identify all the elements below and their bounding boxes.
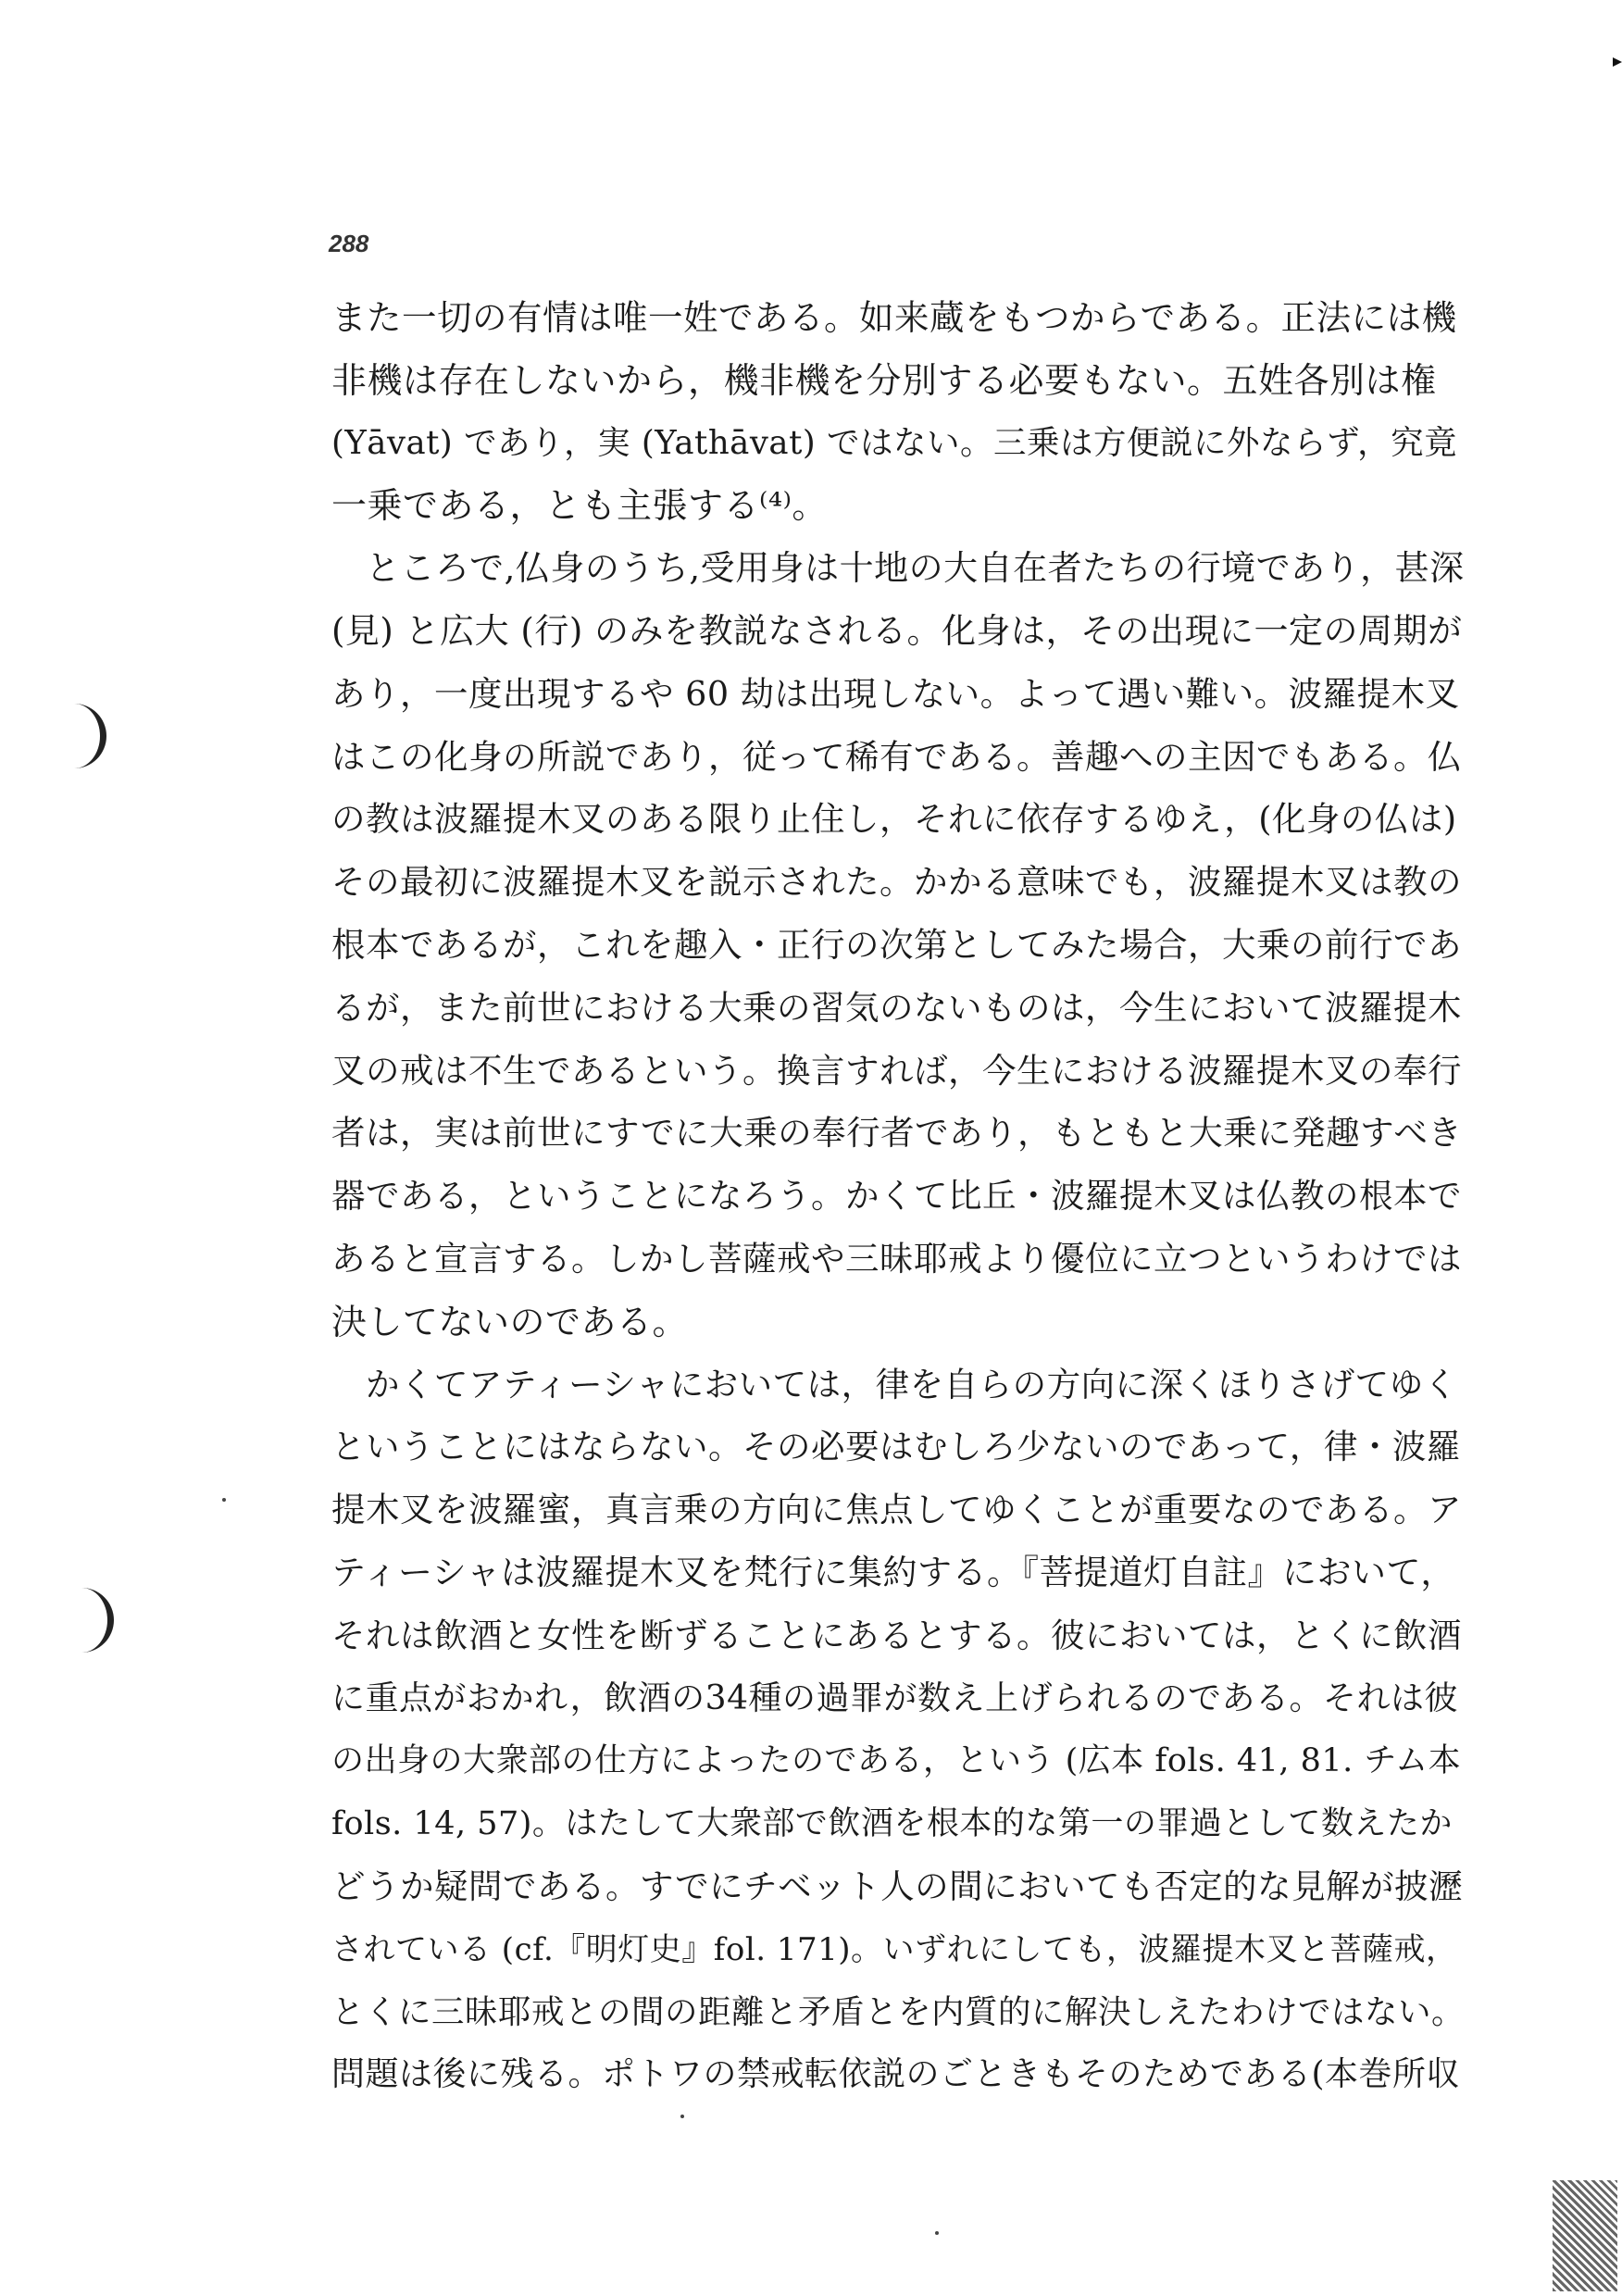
text-line: 一乗である，とも主張する⁽⁴⁾。 xyxy=(331,485,828,527)
text-line: とくに三昧耶戒との間の距離と矛盾とを内質的に解決しえたわけではない。 xyxy=(331,1992,1466,2031)
text-line: ティーシャは波羅提木叉を梵行に集約する。『菩提道灯自註』において， xyxy=(331,1553,1455,1592)
text-line: その最初に波羅提木叉を説示された。かかる意味でも，波羅提木叉は教の xyxy=(331,862,1462,903)
corner-mark xyxy=(1613,57,1622,67)
text-line: 非機は存在しないから，機非機を分別する必要もない。五姓各別は権 xyxy=(331,359,1437,401)
text-line: 問題は後に残る。ポトワの禁戒転依説のごときもそのためである(本巻所収 xyxy=(331,2055,1461,2094)
text-line: fols. 14, 57)。はたして大衆部で飲酒を根本的な第一の罪過として数えたか xyxy=(331,1805,1453,1843)
text-line: どうか疑問である。すでにチベット人の間においても否定的な見解が披瀝 xyxy=(331,1866,1464,1906)
text-line: ところで,仏身のうち,受用身は十地の大自在者たちの行境であり，甚深 xyxy=(366,548,1465,589)
text-line: の教は波羅提木叉のある限り止住し，それに依存するゆえ，(化身の仏は) xyxy=(331,799,1457,840)
speck xyxy=(680,2115,684,2118)
text-line: 決してないのである。 xyxy=(331,1301,689,1342)
binding-mark xyxy=(72,704,106,768)
binding-mark xyxy=(80,1588,114,1653)
speck xyxy=(222,1498,226,1502)
text-line: ということにはならない。その必要はむしろ少ないのであって，律・波羅 xyxy=(331,1427,1461,1467)
text-line: 根本であるが，これを趣入・正行の次第としてみた場合，大乗の前行であ xyxy=(331,925,1462,965)
text-line: に重点がおかれ，飲酒の34種の過罪が数え上げられるのである。それは彼 xyxy=(331,1678,1458,1717)
text-line: 提木叉を波羅蜜，真言乗の方向に焦点してゆくことが重要なのである。ア xyxy=(331,1490,1462,1530)
text-line: また一切の有情は唯一姓である。如来蔵をもつからである。正法には機 xyxy=(331,297,1457,338)
text-line: はこの化身の所説であり，従って稀有である。善趣への主因でもある。仏 xyxy=(331,736,1462,777)
text-line: の出身の大衆部の仕方によったのである，という (広本 fols. 41, 81. チム本 xyxy=(331,1742,1462,1780)
text-line: 者は，実は前世にすでに大乗の奉行者であり，もともと大乗に発趣すべき xyxy=(331,1113,1463,1154)
text-line: (Yāvat) であり，実 (Yathāvat) ではない。三乗は方便説に外ならず，究竟 xyxy=(331,423,1458,462)
text-line: 器である，ということになろう。かくて比丘・波羅提木叉は仏教の根本で xyxy=(331,1176,1462,1217)
text-line: 叉の戒は不生であるという。換言すれば，今生における波羅提木叉の奉行 xyxy=(331,1050,1462,1091)
text-line: (見) と広大 (行) のみを教説なされる。化身は，その出現に一定の周期が xyxy=(331,611,1463,651)
text-line: それは飲酒と女性を断ずることにあるとする。彼においては，とくに飲酒 xyxy=(331,1615,1462,1655)
text-line: あり，一度出現するや 60 劫は出現しない。よって遇い難い。波羅提木叉 xyxy=(331,673,1460,714)
text-line: されている (cf.『明灯史』fol. 171)。いずれにしても，波羅提木叉と菩薩戒， xyxy=(331,1930,1458,1968)
page-number: 288 xyxy=(329,230,369,257)
speck xyxy=(935,2231,939,2235)
scan-noise xyxy=(1553,2180,1617,2291)
text-line: かくてアティーシャにおいては，律を自らの方向に深くほりさげてゆく xyxy=(366,1364,1458,1404)
text-line: るが，また前世における大乗の習気のないものは，今生において波羅提木 xyxy=(331,987,1462,1028)
text-line: あると宣言する。しかし菩薩戒や三昧耶戒より優位に立つというわけでは xyxy=(331,1239,1462,1279)
